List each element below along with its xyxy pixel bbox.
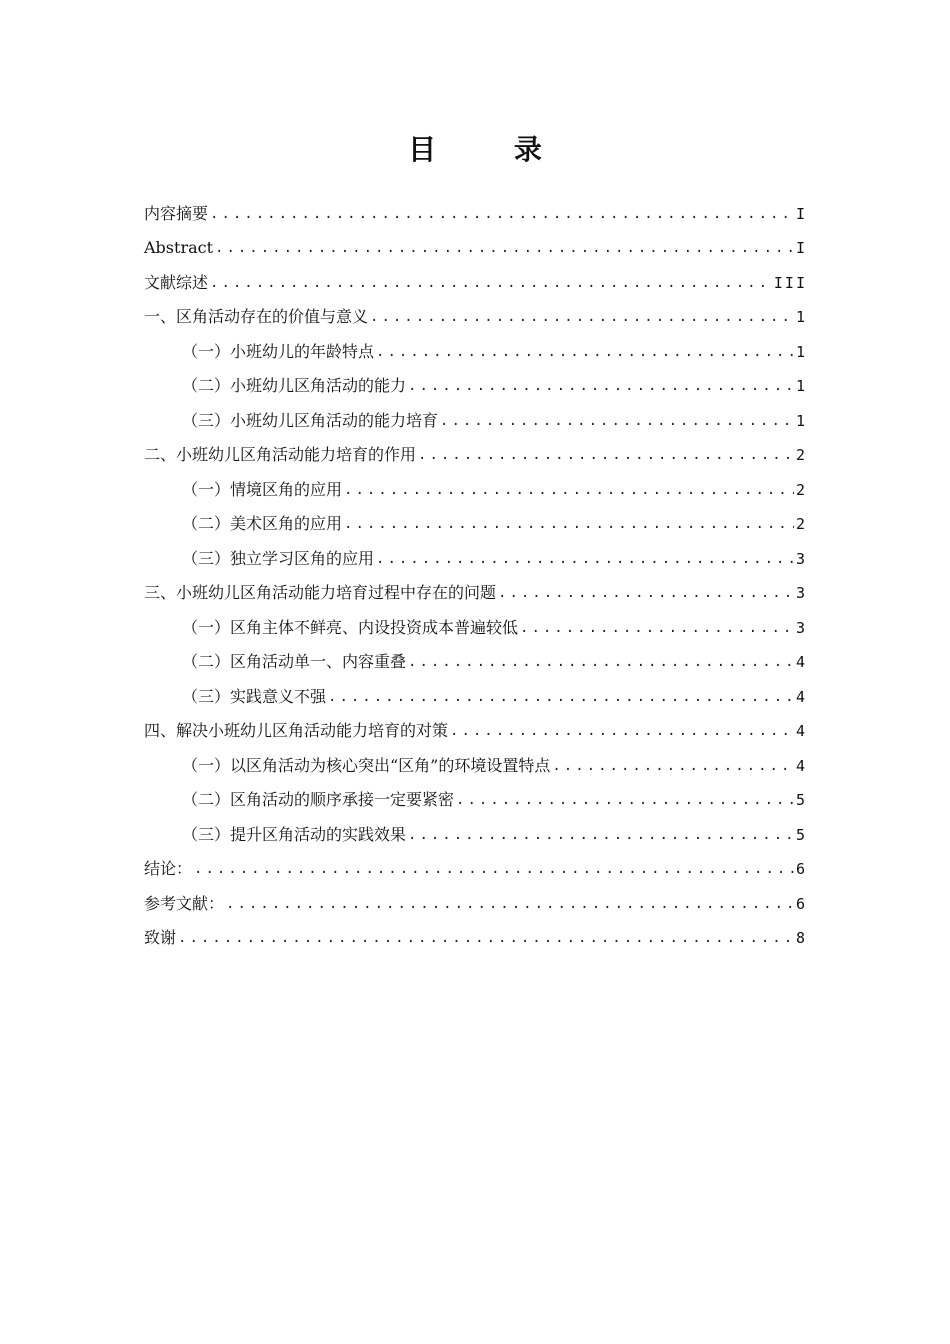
- toc-entry-label: 四、解决小班幼儿区角活动能力培育的对策: [144, 718, 450, 744]
- toc-entry[interactable]: [144, 434, 807, 469]
- toc-entry-page-number: 2: [795, 446, 807, 464]
- dot-leader: [328, 684, 794, 710]
- dot-leader: [408, 373, 794, 399]
- toc-entry[interactable]: [144, 330, 807, 365]
- dot-leader: [210, 201, 794, 227]
- toc-entry-page-number: 2: [795, 515, 807, 533]
- dot-leader: [344, 477, 794, 503]
- toc-entry[interactable]: [144, 261, 807, 296]
- toc-entry-label: （二）小班幼儿区角活动的能力: [182, 373, 408, 399]
- toc-entry[interactable]: [144, 399, 807, 434]
- toc-entry-label: 结论：: [144, 856, 194, 882]
- toc-entry-label: （三）实践意义不强: [182, 684, 328, 710]
- dot-leader: [178, 925, 794, 951]
- toc-entry-label: 参考文献：: [144, 891, 226, 917]
- toc-entry-page-number: 1: [795, 308, 807, 326]
- dot-leader: [215, 235, 794, 261]
- toc-entry-page-number: 1: [795, 342, 807, 361]
- toc-entry-label: 内容摘要: [144, 201, 210, 227]
- toc-entry-label: 一、区角活动存在的价值与意义: [144, 304, 370, 330]
- dot-leader: [226, 891, 794, 917]
- toc-entry-page-number: 4: [795, 687, 807, 706]
- toc-entry[interactable]: [144, 503, 807, 538]
- dot-leader: [552, 753, 794, 779]
- toc-entry[interactable]: [144, 468, 807, 503]
- toc-entry-label: 文献综述: [144, 270, 210, 296]
- toc-entry-page-number: 4: [795, 653, 807, 671]
- toc-entry[interactable]: [144, 848, 807, 883]
- toc-entry-page-number: 1: [795, 411, 807, 430]
- dot-leader: [520, 615, 794, 641]
- toc-entry-page-number: III: [773, 273, 807, 292]
- toc-entry[interactable]: [144, 813, 807, 848]
- dot-leader: [408, 649, 794, 675]
- toc-entry[interactable]: [144, 572, 807, 607]
- dot-leader: [376, 546, 794, 572]
- toc-entry-label: 三、小班幼儿区角活动能力培育过程中存在的问题: [144, 580, 498, 606]
- toc-entry-label: （三）独立学习区角的应用: [182, 546, 376, 572]
- toc-entry-label: （二）美术区角的应用: [182, 511, 344, 537]
- dot-leader: [408, 822, 794, 848]
- table-of-contents: [144, 192, 807, 951]
- toc-entry-page-number: 4: [795, 722, 807, 740]
- toc-entry-page-number: 1: [795, 377, 807, 395]
- toc-entry-page-number: 2: [795, 480, 807, 499]
- toc-entry-page-number: 5: [795, 825, 807, 844]
- toc-entry-label: （二）区角活动的顺序承接一定要紧密: [182, 787, 456, 813]
- toc-entry-label: 致谢: [144, 925, 178, 951]
- toc-entry[interactable]: [144, 917, 807, 952]
- toc-entry-label: （一）以区角活动为核心突出“区角”的环境设置特点: [182, 753, 552, 779]
- toc-entry-page-number: 6: [795, 860, 807, 878]
- dot-leader: [440, 408, 794, 434]
- toc-entry[interactable]: [144, 675, 807, 710]
- dot-leader: [194, 856, 794, 882]
- toc-entry-label: （一）小班幼儿的年龄特点: [182, 339, 376, 365]
- toc-entry-label: （三）提升区角活动的实践效果: [182, 822, 408, 848]
- toc-entry-label: （二）区角活动单一、内容重叠: [182, 649, 408, 675]
- toc-entry-label: 二、小班幼儿区角活动能力培育的作用: [144, 442, 418, 468]
- toc-entry-page-number: I: [795, 204, 807, 223]
- toc-entry-page-number: 3: [795, 584, 807, 602]
- toc-entry-label: （一）区角主体不鲜亮、内设投资成本普遍较低: [182, 615, 520, 641]
- dot-leader: [344, 511, 794, 537]
- toc-entry[interactable]: [144, 192, 807, 227]
- toc-entry-label: Abstract: [144, 235, 215, 261]
- toc-entry[interactable]: [144, 710, 807, 745]
- toc-entry[interactable]: [144, 882, 807, 917]
- dot-leader: [498, 580, 794, 606]
- toc-entry[interactable]: [144, 537, 807, 572]
- toc-entry-page-number: I: [795, 239, 807, 257]
- toc-entry[interactable]: [144, 296, 807, 331]
- toc-entry[interactable]: [144, 606, 807, 641]
- dot-leader: [370, 304, 794, 330]
- page-title: 目 录: [408, 133, 576, 166]
- dot-leader: [456, 787, 794, 813]
- toc-entry-label: （一）情境区角的应用: [182, 477, 344, 503]
- toc-entry-page-number: 5: [795, 791, 807, 809]
- toc-entry[interactable]: [144, 779, 807, 814]
- toc-entry-label: （三）小班幼儿区角活动的能力培育: [182, 408, 440, 434]
- toc-entry-page-number: 3: [795, 618, 807, 637]
- toc-entry-page-number: 4: [795, 756, 807, 775]
- toc-entry-page-number: 8: [795, 929, 807, 947]
- dot-leader: [376, 339, 794, 365]
- toc-entry[interactable]: [144, 641, 807, 676]
- toc-entry-page-number: 3: [795, 549, 807, 568]
- toc-entry-page-number: 6: [795, 894, 807, 913]
- toc-entry[interactable]: [144, 365, 807, 400]
- dot-leader: [450, 718, 794, 744]
- dot-leader: [210, 270, 772, 296]
- toc-entry[interactable]: [144, 744, 807, 779]
- toc-entry[interactable]: [144, 227, 807, 262]
- dot-leader: [418, 442, 794, 468]
